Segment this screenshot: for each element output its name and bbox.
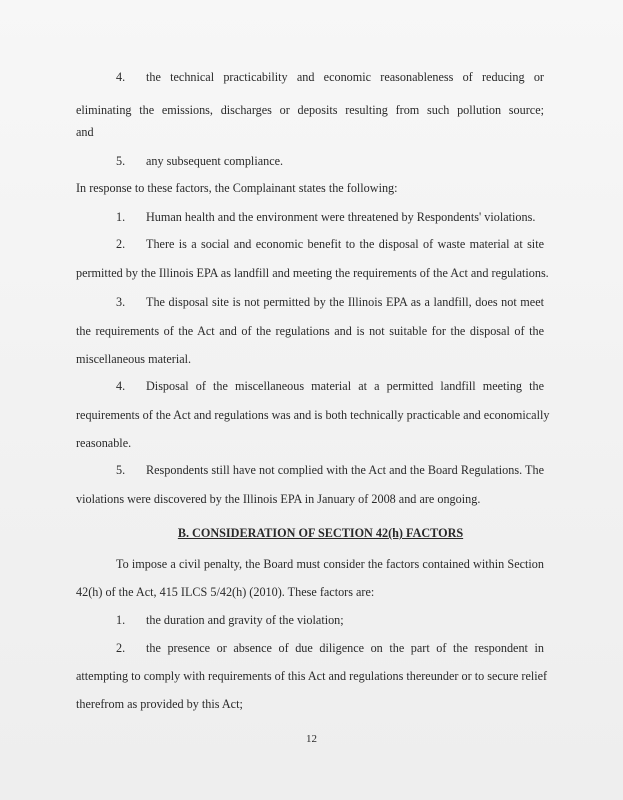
section-intro-text-2: 42(h) of the Act, 415 ILCS 5/42(h) (2010). These factors are: — [76, 585, 375, 599]
response-3-text-3: miscellaneous material. — [76, 352, 192, 366]
penalty-factor-2-text-2: attempting to comply with requirements of this Act and regulations thereunder or to secure relief — [76, 669, 548, 683]
response-3-number: 3. — [116, 295, 126, 309]
response-5-text-2: violations were discovered by the Illinois EPA in January of 2008 and are ongoing. — [76, 492, 481, 506]
factor-4-text-2: eliminating the emissions, discharges or deposits resulting from such pollution source; — [76, 103, 544, 117]
response-5-number: 5. — [116, 463, 126, 477]
response-intro-text: In response to these factors, the Complainant states the following: — [76, 181, 398, 195]
penalty-factor-2-text-1: the presence or absence of due diligence on the part of the respondent in — [146, 641, 544, 655]
response-5-text-1: Respondents still have not complied with the Act and the Board Regulations. The — [146, 463, 544, 477]
factor-4-number: 4. — [116, 70, 126, 84]
factor-5-text: any subsequent compliance. — [146, 154, 284, 168]
penalty-factor-2-text-3: therefrom as provided by this Act; — [76, 697, 243, 711]
response-4-text-1: Disposal of the miscellaneous material at a permitted landfill meeting the — [146, 379, 544, 393]
penalty-factor-2-number: 2. — [116, 641, 126, 655]
penalty-factor-1-text: the duration and gravity of the violation; — [146, 613, 344, 627]
response-4-text-2: requirements of the Act and regulations was and is both technically practicable and economically — [76, 408, 550, 422]
page-number: 12 — [306, 733, 317, 745]
factor-4-text-1: the technical practicability and economic reasonableness of reducing or — [146, 70, 544, 84]
section-heading — [0, 526, 623, 540]
response-3-text-1: The disposal site is not permitted by the Illinois EPA as a landfill, does not meet — [146, 295, 544, 309]
factor-4-text-3: and — [76, 125, 94, 139]
response-3-text-2: the requirements of the Act and of the regulations and is not suitable for the disposal of the — [76, 324, 544, 338]
section-heading-text: B. CONSIDERATION OF SECTION 42(h) FACTORS — [177, 526, 464, 540]
factor-5-number: 5. — [116, 154, 126, 168]
response-1-text: Human health and the environment were threatened by Respondents' violations. — [146, 210, 536, 224]
penalty-factor-1-number: 1. — [116, 613, 126, 627]
response-1-number: 1. — [116, 210, 126, 224]
response-2-text-2: permitted by the Illinois EPA as landfill and meeting the requirements of the Act and regulations. — [76, 266, 549, 280]
response-2-number: 2. — [116, 237, 126, 251]
response-4-text-3: reasonable. — [76, 436, 132, 450]
section-intro-text-1: To impose a civil penalty, the Board must consider the factors contained within Section — [116, 557, 544, 571]
response-2-text-1: There is a social and economic benefit to the disposal of waste material at site — [146, 237, 544, 251]
response-4-number: 4. — [116, 379, 126, 393]
